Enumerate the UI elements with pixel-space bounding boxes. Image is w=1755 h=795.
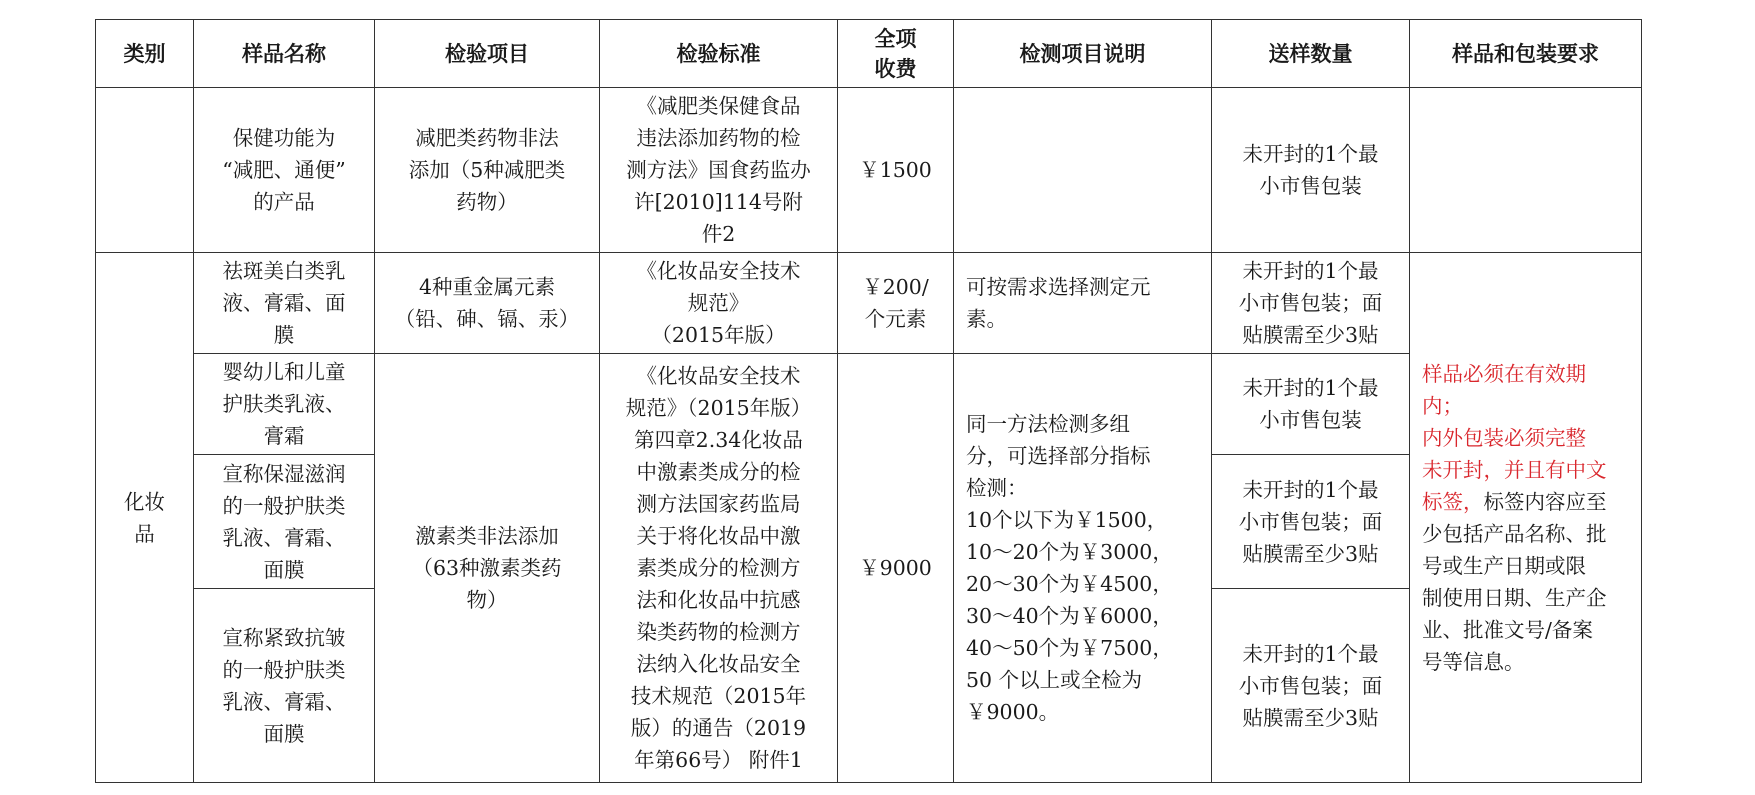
description-cell-empty [954,88,1212,253]
sample-name-cell: 宣称紧致抗皱 的一般护肤类 乳液、膏霜、 面膜 [194,589,375,783]
sample-name-cell: 婴幼儿和儿童 护肤类乳液、 膏霜 [194,354,375,455]
description-cell: 可按需求选择测定元 素。 [954,253,1212,354]
price-table [95,19,1642,783]
quantity-cell: 未开封的1个最 小市售包装；面 贴膜需至少3贴 [1212,253,1410,354]
fee-cell: ￥200/ 个元素 [838,253,954,354]
test-item-cell: 4种重金属元素 （铅、砷、镉、汞） [375,253,600,354]
header-item-description: 检测项目说明 [954,20,1212,88]
test-standard-cell-hormone: 《化妆品安全技术 规范》（2015年版） 第四章2.34化妆品 中激素类成分的检 测方法国家药监局 关于将化妆品中激 素类成分的检测方 法和化妆品中抗感 染类药物的检测方 法纳入化妆品安全 技术规范（2015年 版）的通告（2019 年第66号） 附件1 [600,354,838,783]
description-cell-hormone: 同一方法检测多组 分，可选择部分指标 检测： 10个以下为￥1500， 10～20个为￥3000， 20～30个为￥4500， 30～40个为￥6000， 40～50个为￥7500， 50 个以上或全检为 ￥9000。 [954,354,1212,783]
header-sample-name: 样品名称 [194,20,375,88]
quantity-cell: 未开封的1个最 小市售包装 [1212,88,1410,253]
category-cell-cosmetics: 化妆 品 [96,253,194,783]
header-row [96,20,1642,88]
header-test-item: 检验项目 [375,20,600,88]
header-packaging-requirements: 样品和包装要求 [1410,20,1642,88]
requirements-text-red: 样品必须在有效期 内； 内外包装必须完整 未开封，并且有中文 标签， [1422,361,1607,514]
sample-name-cell: 保健功能为 “减肥、通便” 的产品 [194,88,375,253]
requirements-cell [1410,253,1642,783]
quantity-cell: 未开封的1个最 小市售包装；面 贴膜需至少3贴 [1212,589,1410,783]
table-row [96,253,1642,354]
fee-cell-hormone: ￥9000 [838,354,954,783]
test-item-cell-hormone: 激素类非法添加 （63种激素类药 物） [375,354,600,783]
quantity-cell: 未开封的1个最 小市售包装 [1212,354,1410,455]
header-test-standard: 检验标准 [600,20,838,88]
requirements-text-black: 标签内容应至 少包括产品名称、批 号或生产日期或限 制使用日期、生产企 业、批准文号/备案 号等信息。 [1422,489,1607,674]
header-category: 类别 [96,20,194,88]
sample-name-cell: 祛斑美白类乳 液、膏霜、面 膜 [194,253,375,354]
fee-cell: ￥1500 [838,88,954,253]
sample-name-cell: 宣称保湿滋润 的一般护肤类 乳液、膏霜、 面膜 [194,455,375,589]
header-sample-quantity: 送样数量 [1212,20,1410,88]
requirements-cell-empty [1410,88,1642,253]
quantity-cell: 未开封的1个最 小市售包装；面 贴膜需至少3贴 [1212,455,1410,589]
table-row [96,88,1642,253]
test-standard-cell: 《化妆品安全技术 规范》 （2015年版） [600,253,838,354]
category-cell-empty [96,88,194,253]
header-fee: 全项 收费 [838,20,954,88]
test-item-cell: 减肥类药物非法 添加（5种减肥类 药物） [375,88,600,253]
test-standard-cell: 《减肥类保健食品 违法添加药物的检 测方法》国食药监办 许[2010]114号附 件2 [600,88,838,253]
